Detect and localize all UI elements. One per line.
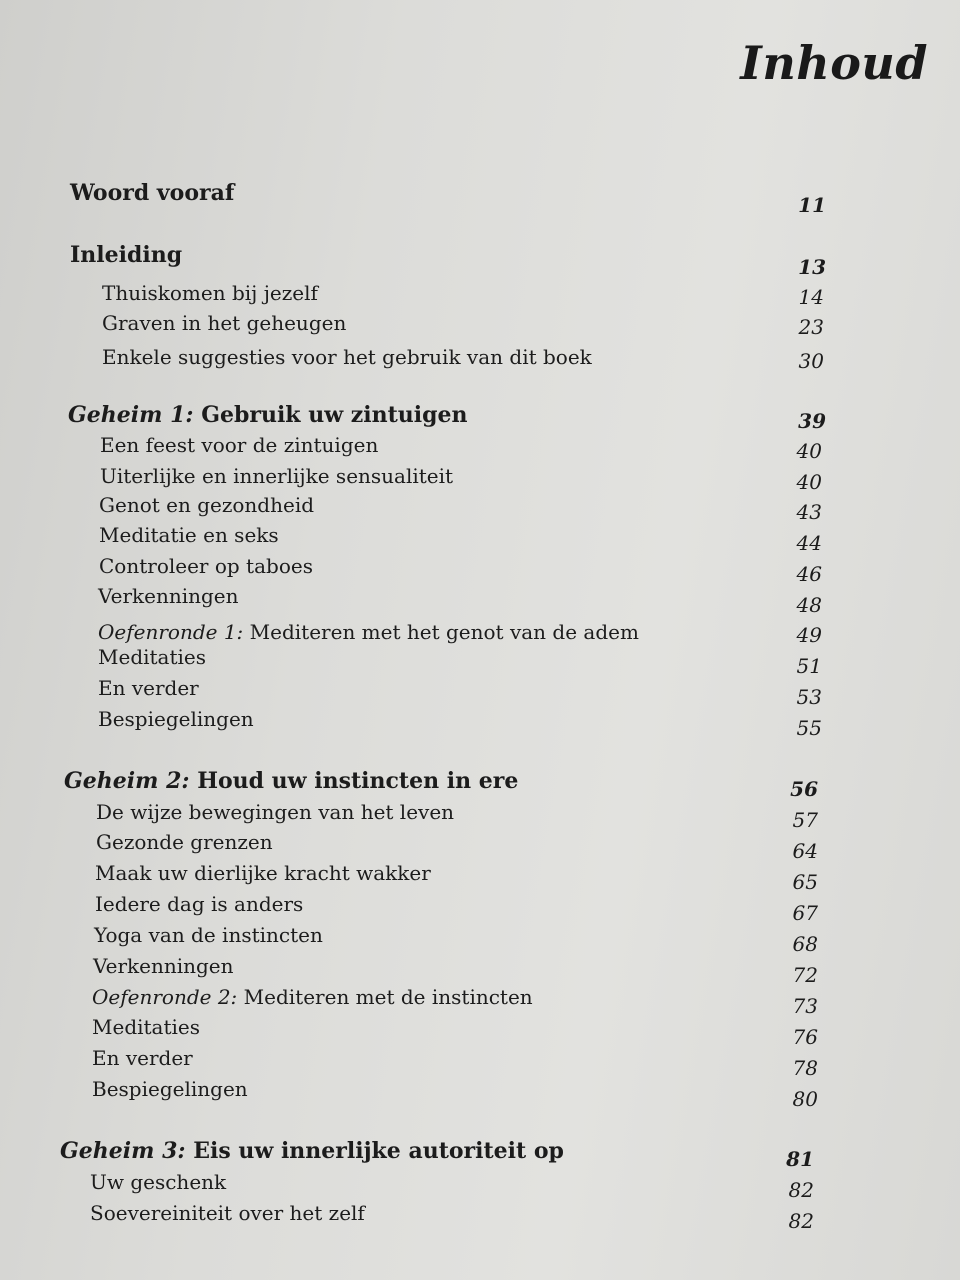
toc-entry-title: Yoga van de instincten	[94, 923, 323, 947]
toc-entry-title: Uw geschenk	[90, 1170, 227, 1194]
toc-entry	[98, 704, 822, 740]
toc-entry	[98, 581, 822, 617]
toc-section-name: Houd uw instincten in ere	[197, 768, 519, 794]
toc-section-page: 11	[798, 193, 826, 217]
toc-section-page: 13	[798, 255, 826, 279]
toc-entry-page: 73	[792, 994, 818, 1018]
toc-entry	[96, 797, 818, 832]
toc-entry	[95, 858, 818, 894]
toc-entry-name: Mediteren met de instincten	[243, 985, 533, 1009]
toc-section-woord-vooraf	[70, 178, 826, 217]
toc-entry-title: De wijze bewegingen van het leven	[96, 800, 455, 824]
toc-entry	[92, 1043, 818, 1080]
toc-entry	[90, 1198, 814, 1233]
toc-section-title	[68, 400, 468, 430]
toc-entry-page: 53	[796, 685, 822, 709]
toc-section-page: 56	[790, 777, 818, 801]
toc-entry-title: Meditaties	[98, 645, 207, 669]
toc-entry-title: En verder	[98, 676, 199, 700]
toc-entry-page: 82	[788, 1178, 814, 1202]
toc-entry	[99, 520, 822, 555]
toc-entry-title: Verkenningen	[93, 954, 234, 978]
toc-entry	[92, 982, 818, 1018]
toc-section-title: Inleiding	[70, 242, 183, 268]
toc-entry	[100, 461, 822, 494]
toc-section-prefix: Geheim 3:	[60, 1138, 186, 1164]
toc-entry-title: Een feest voor de zintuigen	[100, 433, 379, 457]
toc-entry-title: Controleer op taboes	[99, 554, 313, 578]
toc-entry-title: Bespiegelingen	[98, 707, 254, 731]
toc-section-title: Woord vooraf	[70, 180, 235, 206]
toc-entry-page: 23	[798, 315, 824, 339]
toc-entry-page: 51	[796, 654, 822, 678]
toc-entry	[96, 827, 818, 863]
toc-entry-page: 43	[796, 500, 822, 524]
toc-entry-title: Bespiegelingen	[92, 1077, 248, 1101]
toc-entry-title: Uiterlijke en innerlijke sensualiteit	[100, 464, 454, 488]
toc-entry-page: 72	[792, 963, 818, 987]
toc-entry-page: 30	[798, 349, 824, 373]
toc-entry-page: 67	[792, 901, 818, 925]
toc-entry	[93, 951, 818, 987]
toc-entry-page: 55	[796, 716, 822, 740]
toc-section-prefix: Geheim 2:	[64, 768, 190, 794]
toc-entry-title: Soevereiniteit over het zelf	[90, 1201, 365, 1225]
toc-section-geheim-1	[68, 400, 826, 433]
toc-entry-page: 57	[792, 808, 818, 832]
toc-entry-title: Thuiskomen bij jezelf	[102, 281, 318, 305]
toc-entry	[99, 490, 822, 524]
toc-entry-page: 40	[796, 470, 822, 494]
toc-entry	[95, 889, 818, 925]
toc-entry-page: 44	[796, 531, 822, 555]
toc-entry-title: Enkele suggesties voor het gebruik van dit boek	[102, 345, 592, 369]
toc-section-page: 81	[786, 1147, 814, 1171]
toc-section-title	[60, 1136, 564, 1166]
toc-entry-page: 68	[792, 932, 818, 956]
page-title: Inhoud	[740, 36, 928, 90]
toc-entry-title: Genot en gezondheid	[99, 493, 315, 517]
toc-entry-page: 65	[792, 870, 818, 894]
toc-entry-page: 40	[796, 439, 822, 463]
toc-entry	[102, 278, 826, 308]
toc-section-geheim-3	[60, 1136, 814, 1171]
toc-entry-page: 49	[796, 623, 822, 647]
toc-entry-page: 80	[792, 1087, 818, 1111]
toc-entry	[102, 342, 826, 372]
toc-entry	[94, 920, 818, 956]
toc-entry-title: Maak uw dierlijke kracht wakker	[95, 861, 431, 885]
toc-section-name: Gebruik uw zintuigen	[201, 402, 468, 428]
toc-entry-title: Verkenningen	[98, 584, 239, 608]
toc-entry	[99, 551, 822, 586]
toc-entry-title	[92, 982, 533, 1012]
toc-entry-title: Meditaties	[92, 1015, 201, 1039]
toc-entry	[92, 1012, 818, 1049]
toc-entry	[92, 1074, 818, 1111]
toc-entry-title: Iedere dag is anders	[95, 892, 304, 916]
toc-entry-page: 82	[788, 1209, 814, 1233]
toc-entry-title: Graven in het geheugen	[102, 311, 347, 335]
toc-entry-prefix: Oefenronde 1:	[98, 620, 244, 644]
toc-entry	[98, 642, 822, 678]
toc-entry	[102, 308, 826, 338]
toc-entry-page: 14	[798, 285, 824, 309]
toc-entry-page: 64	[792, 839, 818, 863]
toc-entry-page: 48	[796, 593, 822, 617]
toc-section-title	[64, 766, 518, 796]
toc-entry-page: 78	[792, 1056, 818, 1080]
toc-section-prefix: Geheim 1:	[68, 402, 194, 428]
toc-entry-name: Mediteren met het genot van de adem	[249, 620, 639, 644]
toc-section-inleiding	[70, 240, 826, 279]
toc-entry	[98, 673, 822, 709]
toc-entry	[90, 1167, 814, 1202]
toc-entry-page: 46	[796, 562, 822, 586]
toc-section-page: 39	[798, 409, 826, 433]
toc-entry-title: En verder	[92, 1046, 193, 1070]
toc-entry-title: Meditatie en seks	[99, 523, 279, 547]
toc-entry-page: 76	[792, 1025, 818, 1049]
toc-section-geheim-2	[64, 766, 818, 801]
toc-entry-title: Gezonde grenzen	[96, 830, 273, 854]
toc-entry-prefix: Oefenronde 2:	[92, 985, 238, 1009]
toc-entry	[100, 430, 822, 463]
toc-section-name: Eis uw innerlijke autoriteit op	[193, 1138, 564, 1164]
